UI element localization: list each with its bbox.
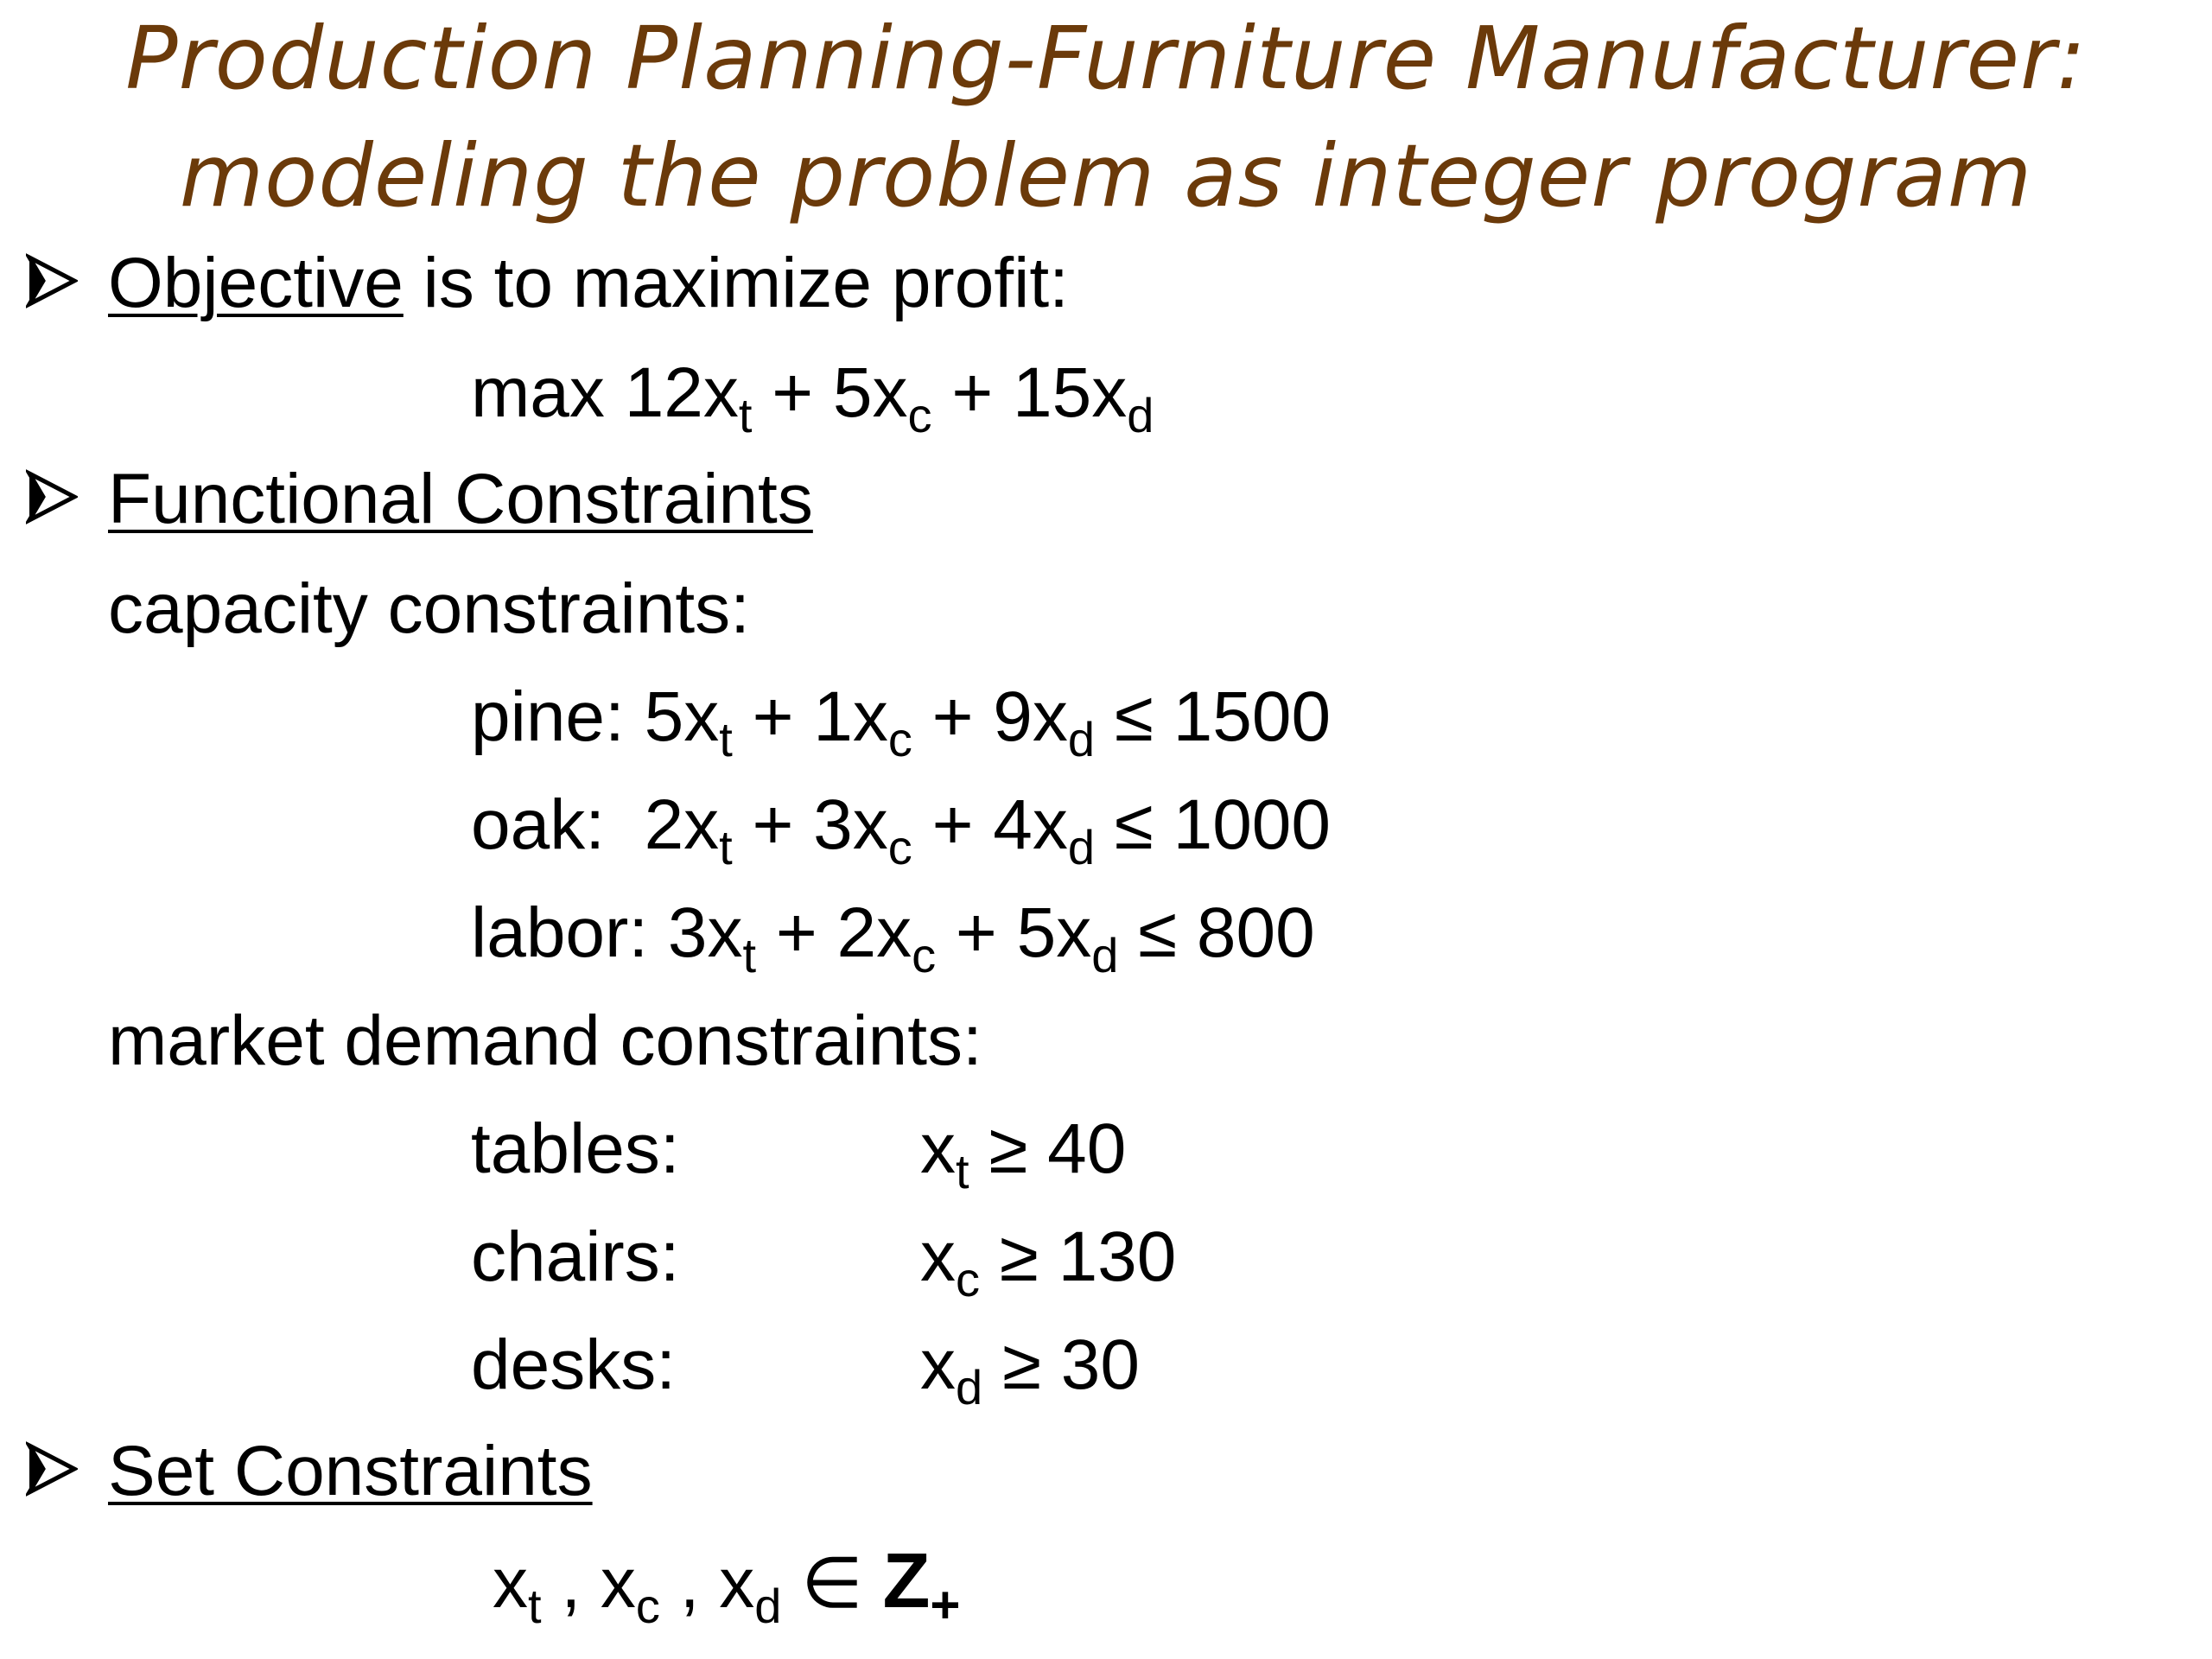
subscript: t <box>956 1144 969 1198</box>
set-constraints-heading-text: Set Constraints <box>108 1432 593 1510</box>
formula-part: + 5x <box>752 353 908 432</box>
subscript: c <box>912 928 937 982</box>
rhs: ≤ 800 <box>1118 893 1315 972</box>
variable: x <box>493 1544 528 1623</box>
desks-label: desks: <box>471 1325 676 1404</box>
term: 2x <box>605 785 720 864</box>
subscript: c <box>635 1579 660 1633</box>
term: + 5x <box>936 893 1092 972</box>
rhs: ≥ 40 <box>969 1109 1127 1188</box>
term: 5x <box>624 677 720 756</box>
subscript: d <box>754 1579 782 1633</box>
subscript: c <box>887 712 912 766</box>
objective-line <box>108 240 1069 327</box>
term: + 3x <box>732 785 888 864</box>
subscript: t <box>742 928 757 982</box>
functional-heading <box>108 456 813 543</box>
objective-text: is to maximize profit: <box>403 244 1069 322</box>
variable: x <box>920 1325 956 1404</box>
term: + 2x <box>756 893 912 972</box>
constraint-label: labor: <box>471 893 649 972</box>
demand-label: market demand constraints: <box>108 1001 982 1080</box>
labor-constraint <box>471 890 1315 982</box>
objective-formula <box>471 350 1154 442</box>
subscript: t <box>719 712 733 766</box>
set-subscript: + <box>930 1576 961 1634</box>
bullet-arrow-icon <box>26 1439 78 1499</box>
title-line-1: Production Planning-Furniture Manufacturer: <box>125 8 2087 109</box>
subscript: d <box>1091 928 1119 982</box>
formula-subscript: t <box>738 388 753 442</box>
capacity-label: capacity constraints: <box>108 569 750 648</box>
subscript: d <box>1067 820 1096 874</box>
bullet-arrow-icon <box>26 251 78 311</box>
chairs-label: chairs: <box>471 1217 680 1296</box>
bullet-arrow-icon <box>26 467 78 527</box>
rhs: ≥ 130 <box>980 1217 1177 1296</box>
rhs: ≥ 30 <box>982 1325 1140 1404</box>
title-line-2: modeling the problem as integer program <box>179 125 2033 226</box>
subscript: d <box>956 1360 983 1414</box>
term: 3x <box>648 893 743 972</box>
formula-subscript: d <box>1127 388 1154 442</box>
term: + 4x <box>912 785 1068 864</box>
set-constraints-heading <box>108 1428 593 1515</box>
desks-constraint <box>920 1322 1140 1414</box>
variable: x <box>920 1109 956 1188</box>
subscript: t <box>528 1579 542 1633</box>
formula-part: + 15x <box>931 353 1128 432</box>
rhs: ≤ 1000 <box>1095 785 1332 864</box>
formula-subscript: c <box>907 388 932 442</box>
rhs: ≤ 1500 <box>1095 677 1332 756</box>
subscript: c <box>956 1252 980 1306</box>
subscript: t <box>719 820 733 874</box>
subscript: d <box>1067 712 1096 766</box>
term: + 9x <box>912 677 1068 756</box>
tables-constraint <box>920 1106 1127 1198</box>
variable: x <box>920 1217 956 1296</box>
separator: , x <box>541 1544 636 1623</box>
formula-part: max 12x <box>471 353 739 432</box>
subscript: c <box>887 820 912 874</box>
objective-heading: Objective <box>108 244 404 322</box>
integer-set: Z <box>882 1538 931 1624</box>
functional-heading-text: Functional Constraints <box>108 460 813 538</box>
oak-constraint <box>471 782 1332 874</box>
chairs-constraint <box>920 1214 1177 1306</box>
pine-constraint <box>471 674 1332 766</box>
slide-title <box>0 0 2212 235</box>
constraint-label: oak: <box>471 785 605 864</box>
set-constraint-formula <box>493 1538 961 1634</box>
separator: , x <box>659 1544 755 1623</box>
constraint-label: pine: <box>471 677 625 756</box>
tables-label: tables: <box>471 1109 680 1188</box>
element-of: ∈ <box>781 1544 883 1623</box>
term: + 1x <box>732 677 888 756</box>
